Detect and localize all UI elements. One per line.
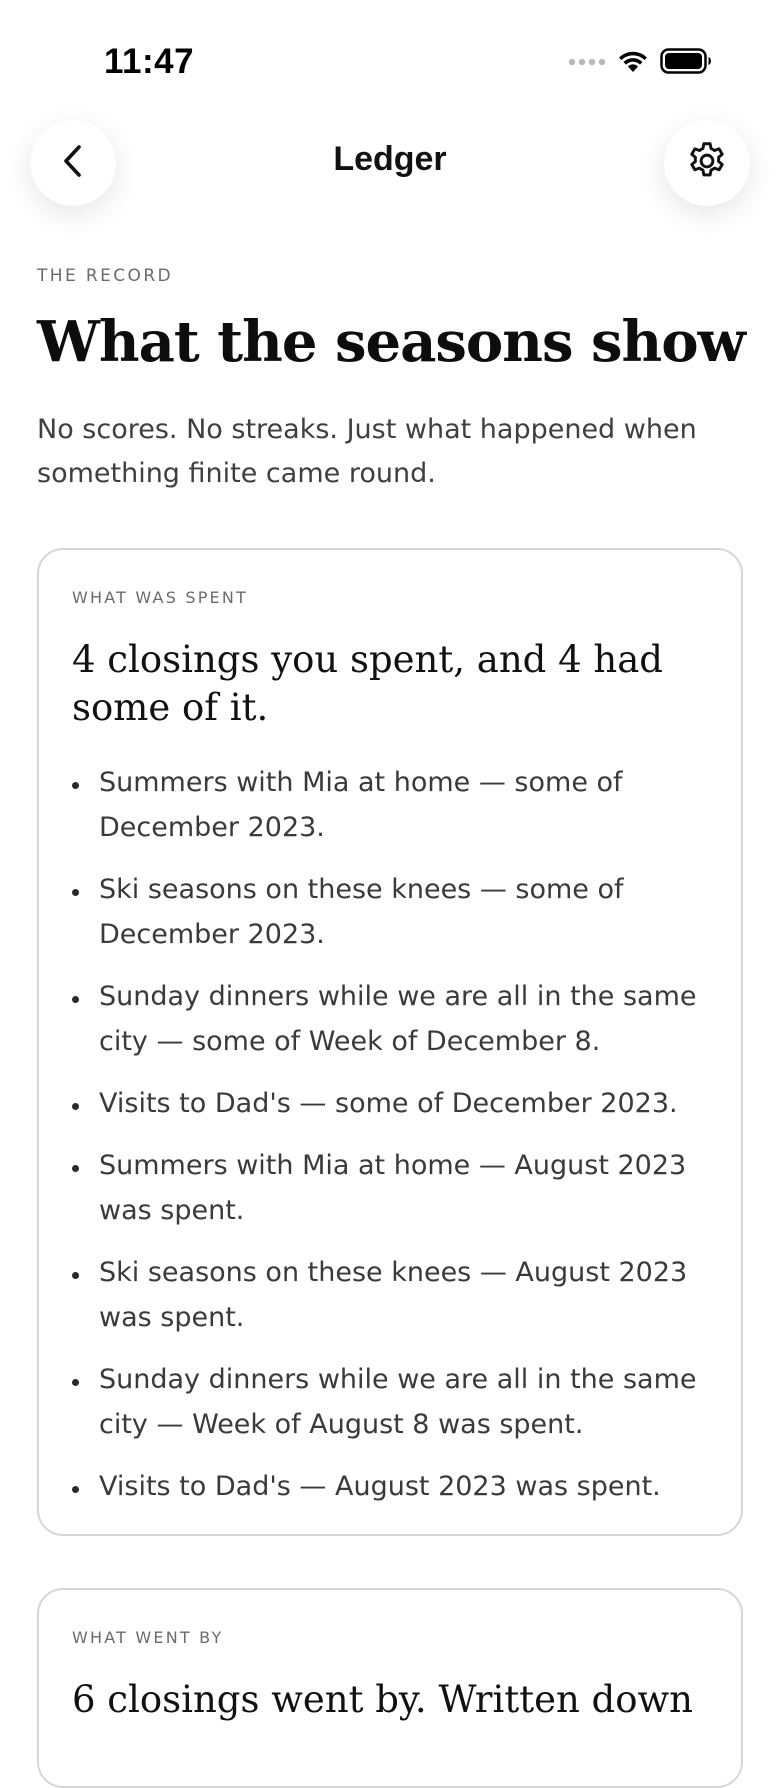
spent-list — [72, 760, 712, 1526]
list-item: Visits to Dad's — some of December 2023. — [72, 1081, 712, 1126]
card-eyebrow: WHAT WENT BY — [72, 1628, 224, 1647]
section-eyebrow: THE RECORD — [37, 266, 174, 286]
list-item: Summers with Mia at home — some of December 2023. — [72, 760, 712, 850]
nav-title: Ledger — [333, 140, 447, 178]
wifi-icon — [616, 48, 650, 79]
card-heading: 4 closings you spent, and 4 had some of it. — [72, 638, 663, 729]
list-item: Sunday dinners while we are all in the same city — Week of August 8 was spent. — [72, 1357, 712, 1447]
gear-icon — [685, 139, 729, 188]
status-time: 11:47 — [104, 42, 195, 81]
cellular-signal-icon — [568, 55, 606, 73]
list-item: Sunday dinners while we are all in the same city — some of Week of December 8. — [72, 974, 712, 1064]
status-bar — [0, 0, 780, 110]
battery-icon — [660, 48, 712, 79]
list-item: Visits to Dad's — August 2023 was spent. — [72, 1464, 712, 1509]
status-icons — [568, 48, 712, 79]
list-item: Summers with Mia at home — August 2023 was spent. — [72, 1143, 712, 1233]
intro-text: No scores. No streaks. Just what happened when something finite came round. — [37, 414, 697, 489]
card-eyebrow: WHAT WAS SPENT — [72, 588, 249, 607]
card-heading: 6 closings went by. Written down — [72, 1678, 694, 1721]
list-item: Ski seasons on these knees — August 2023 was spent. — [72, 1250, 712, 1340]
went-by-card — [37, 1588, 743, 1788]
settings-button[interactable] — [664, 120, 750, 206]
spent-card — [37, 548, 743, 1536]
list-item: Ski seasons on these knees — some of December 2023. — [72, 867, 712, 957]
page-title: What the seasons show — [37, 309, 745, 375]
